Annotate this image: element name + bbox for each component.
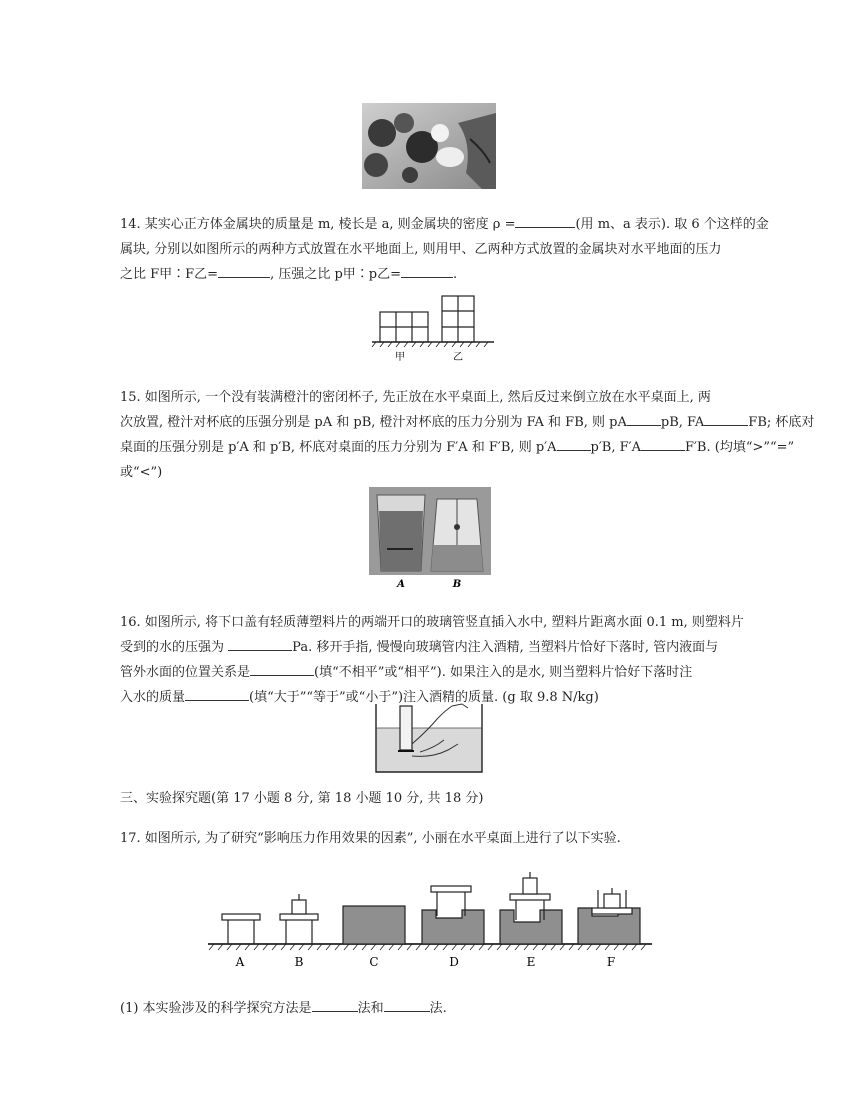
q14-blank-force-ratio [218, 263, 270, 278]
ground-hatch [524, 944, 529, 950]
q15-label-b: B [452, 579, 462, 590]
top-photo [362, 103, 496, 189]
q14-line1 [120, 212, 769, 238]
ground-hatch [614, 944, 619, 950]
q15-label-a: A [397, 579, 405, 590]
q16-line3 [120, 660, 692, 686]
ground-hatch [317, 944, 322, 950]
q17-line1 [120, 826, 621, 852]
ground-hatch [371, 944, 376, 950]
q15-text-2b: pB, FA [660, 415, 705, 430]
q14-label-jia: 甲 [395, 352, 405, 363]
ground-hatch [641, 944, 646, 950]
q14-figure [370, 294, 500, 366]
ground-hatch [353, 944, 358, 950]
q15-text-3b: p′B, F′A [590, 440, 641, 455]
q14-text-1: 14. 某实心正方体金属块的质量是 m, 棱长是 a, 则金属块的密度 ρ = [120, 217, 516, 232]
ground-hatch [515, 944, 520, 950]
q15-blank-table-force [641, 436, 685, 451]
ground-hatch [407, 944, 412, 950]
ground-hatch [254, 944, 259, 950]
section-3-title [120, 786, 483, 812]
ground-hatch [236, 944, 241, 950]
ground-hatch [605, 944, 610, 950]
ground-hatch [506, 944, 511, 950]
ground-hatch [470, 944, 475, 950]
ground-hatch [308, 944, 313, 950]
ground-hatch [272, 944, 277, 950]
q14-text-3c: . [453, 267, 458, 282]
ground-hatch [290, 944, 295, 950]
ground-hatch [461, 944, 466, 950]
ground-hatch [326, 944, 331, 950]
q17-blank-method-2 [384, 997, 430, 1012]
ground-hatch [623, 944, 628, 950]
ground-hatch [299, 944, 304, 950]
q16-line1 [120, 610, 744, 636]
ground-hatch [434, 944, 439, 950]
ground-hatch [587, 944, 592, 950]
q16-text-4a: 入水的质量 [120, 690, 186, 705]
ground-hatch [227, 944, 232, 950]
ground-hatch [425, 944, 430, 950]
ground-hatch [632, 944, 637, 950]
q15-text-2c: FB; 杯底对 [748, 415, 815, 430]
q17-sub1 [120, 996, 447, 1022]
ground-hatch [542, 944, 547, 950]
q16-text-4b: (填“大于”“等于”或“小于”)注入酒精的质量. (g 取 9.8 N/kg) [249, 690, 599, 705]
ground-hatch [551, 944, 556, 950]
ground-hatch [569, 944, 574, 950]
q17-sub1-text-b: 法和 [357, 1001, 384, 1016]
ground-hatch [596, 944, 601, 950]
ground-hatch [335, 944, 340, 950]
q15-line1 [120, 385, 711, 411]
q17-blank-method-1 [312, 997, 358, 1012]
ground-hatch [398, 944, 403, 950]
ground-hatch [452, 944, 457, 950]
q15-line3 [120, 435, 794, 461]
q16-text-3a: 管外水面的位置关系是 [120, 665, 251, 680]
q16-text-2b: Pa. 移开手指, 慢慢向玻璃管内注入酒精, 当塑料片恰好下落时, 管内液面与 [292, 640, 719, 655]
ground-hatch [218, 944, 223, 950]
q15-text-1: 15. 如图所示, 一个没有装满橙汁的密闭杯子, 先正放在水平桌面上, 然后反过来倒立放在水平桌面上, 两 [120, 390, 711, 405]
ground-hatch [416, 944, 421, 950]
q17-sub1-text-a: (1) 本实验涉及的科学探究方法是 [120, 1001, 312, 1016]
q17-text-1: 17. 如图所示, 为了研究“影响压力作用效果的因素”, 小丽在水平桌面上进行了以下实验. [120, 831, 621, 846]
q17-label-d: D [449, 955, 459, 969]
ground-hatch [533, 944, 538, 950]
q16-text-1: 16. 如图所示, 将下口盖有轻质薄塑料片的两端开口的玻璃管竖直插入水中, 塑料片距离水面 0.1 m, 则塑料片 [120, 615, 744, 630]
q15-line2 [120, 410, 814, 436]
ground-hatch [389, 944, 394, 950]
ground-hatch [209, 944, 214, 950]
q16-line4 [120, 685, 599, 711]
q16-text-2a: 受到的水的压强为 [120, 640, 225, 655]
q15-blank-pressure [627, 411, 661, 426]
q16-blank-pressure [228, 636, 292, 651]
ground-hatch [362, 944, 367, 950]
q14-line2 [120, 237, 722, 263]
ground-hatch [344, 944, 349, 950]
q15-blank-force [704, 411, 748, 426]
ground-hatch [497, 944, 502, 950]
section-3-title-text: 三、实验探究题(第 17 小题 8 分, 第 18 小题 10 分, 共 18 分) [120, 791, 484, 806]
q14-blank-density [515, 213, 575, 228]
q15-line4 [120, 460, 162, 486]
q14-blank-pressure-ratio [401, 263, 453, 278]
ground-hatch [245, 944, 250, 950]
ground-hatch [560, 944, 565, 950]
q14-text-3a: 之比 F甲∶F乙= [120, 267, 219, 282]
q16-blank-mass [185, 686, 249, 701]
q15-text-4: 或“<”) [120, 465, 163, 480]
q16-figure [372, 700, 486, 774]
q15-text-3c: F′B. (均填“>”“=” [684, 440, 795, 455]
ground-hatch [263, 944, 268, 950]
q17-label-e: E [526, 955, 536, 969]
q15-text-2a: 次放置, 橙汁对杯底的压强分别是 pA 和 pB, 橙汁对杯底的压力分别为 FA 和 FB, 则 pA [120, 415, 627, 430]
q16-blank-level [250, 661, 314, 676]
q16-text-3b: (填“不相平”或“相平”). 如果注入的是水, 则当塑料片恰好下落时注 [314, 665, 693, 680]
q14-text-2: 属块, 分别以如图所示的两种方式放置在水平地面上, 则用甲、乙两种方式放置的金属块对水平地面的压力 [120, 242, 722, 257]
ground-hatch [281, 944, 286, 950]
q15-figure [369, 487, 491, 590]
ground-hatch [479, 944, 484, 950]
q14-line3 [120, 262, 457, 288]
q17-figure [204, 866, 658, 976]
q14-text-1b: (用 m、a 表示). 取 6 个这样的金 [575, 217, 769, 232]
q16-line2 [120, 635, 718, 661]
ground-hatch [380, 944, 385, 950]
q17-sub1-text-c: 法. [429, 1001, 447, 1016]
q17-label-f: F [606, 955, 616, 969]
q14-text-3b: , 压强之比 p甲∶p乙= [270, 267, 402, 282]
ground-hatch [488, 944, 493, 950]
q17-label-c: C [369, 955, 379, 969]
q15-blank-table-pressure [557, 436, 591, 451]
q17-label-b: B [294, 955, 304, 969]
q15-text-3a: 桌面的压强分别是 p′A 和 p′B, 杯底对桌面的压力分别为 F′A 和 F′B, 则 p′A [120, 440, 557, 455]
q17-label-a: A [235, 955, 245, 969]
q14-label-yi: 乙 [453, 352, 463, 363]
ground-hatch [443, 944, 448, 950]
ground-hatch [578, 944, 583, 950]
